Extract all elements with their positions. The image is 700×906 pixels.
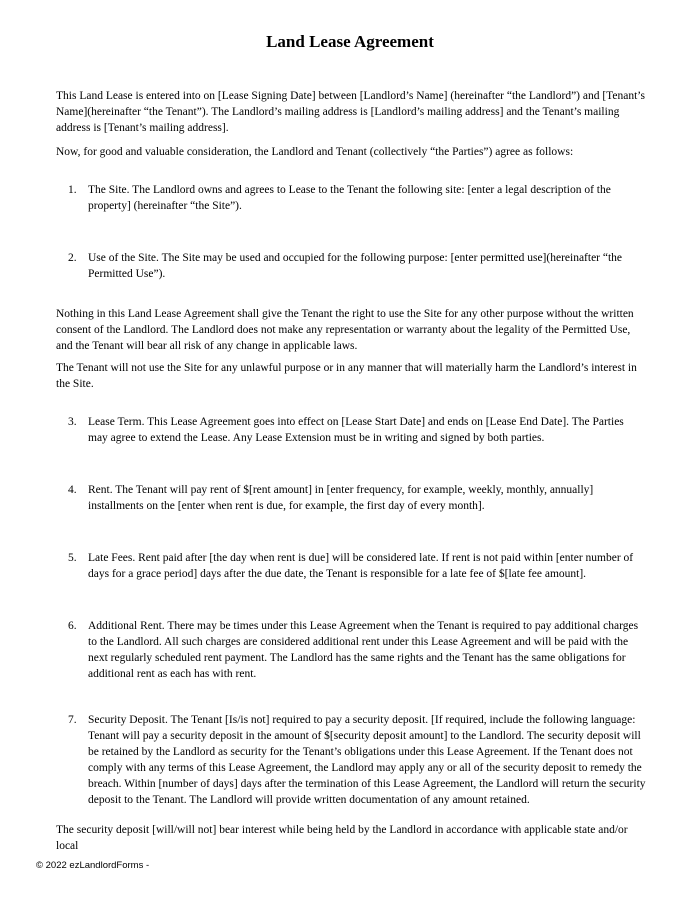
clause-rent (68, 482, 646, 514)
clause-number: 4. (68, 484, 77, 496)
clause-number: 5. (68, 552, 77, 564)
clause-number: 7. (68, 714, 77, 726)
clause-text: Late Fees. Rent paid after [the day when rent is due] will be considered late. If rent is not paid within [enter number of days for a grace period] days after the due date, the Tenant is responsible for a late fee of $[late fee amount]. (88, 552, 634, 580)
clause-late-fees (68, 550, 646, 582)
clause-security-deposit (68, 712, 646, 808)
agreement-paragraph: Now, for good and valuable consideration, the Landlord and Tenant (collectively “the Parties”) agree as follows: (56, 146, 574, 158)
clause-number: 1. (68, 184, 77, 196)
unlawful-use-paragraph: The Tenant will not use the Site for any unlawful purpose or in any manner that will materially harm the Landlord’s interest in the Site. (56, 362, 637, 390)
clause-additional-rent (68, 618, 646, 682)
clause-text: Additional Rent. There may be times under this Lease Agreement when the Tenant is required to pay additional charges to the Landlord. All such charges are considered additional rent under this Lease Agreement and will be paid with the next regularly scheduled rent payment. The Landlord has the same rights and the Tenant has the same obligations for additional rent as each has with rent. (88, 620, 639, 680)
clause-text: The Site. The Landlord owns and agrees to Lease to the Tenant the following site: [enter a legal description of the property] (hereinafter “the Site”). (88, 184, 611, 212)
clause-site (68, 182, 646, 214)
deposit-interest-paragraph: The security deposit [will/will not] bear interest while being held by the Landlord in accordance with applicable state and/or local (56, 824, 628, 852)
clause-text: Security Deposit. The Tenant [Is/is not] required to pay a security deposit. [If required, include the following language: Tenant will pay a security deposit in the amount of $[security deposit amount] to the Landlord. The security deposit will be retained by the Landlord as security for the Tenant’s obligations under this Lease Agreement. If the Tenant does not comply with any terms of this Lease Agreement, the Landlord may apply any or all of the security deposit to remedy the breach. Within [number of days] days after the termination of this Lease Agreement, the Landlord will return the security deposit to the Tenant. The Landlord will provide written documentation of any amount retained. (88, 714, 646, 806)
clause-number: 6. (68, 620, 77, 632)
clause-number: 2. (68, 252, 77, 264)
page-title: Land Lease Agreement (266, 32, 434, 51)
clause-text: Use of the Site. The Site may be used and occupied for the following purpose: [enter permitted use](hereinafter “the Permitted Use”). (88, 252, 623, 280)
intro-paragraph: This Land Lease is entered into on [Lease Signing Date] between [Landlord’s Name] (hereinafter “the Landlord”) and [Tenant’s Name](hereinafter “the Tenant”). The Landlord’s mailing address is [Landlord’s mailing address] and the Tenant’s mailing address is [Tenant’s mailing address]. (56, 90, 645, 134)
clause-lease-term (68, 414, 646, 446)
use-restriction-paragraph: Nothing in this Land Lease Agreement shall give the Tenant the right to use the Site for any other purpose without the written consent of the Landlord. The Landlord does not make any representation or warranty about the legality of the Permitted Use, and the Tenant will bear all risk of any change in applicable laws. (56, 308, 634, 352)
clause-text: Lease Term. This Lease Agreement goes into effect on [Lease Start Date] and ends on [Lease End Date]. The Parties may agree to extend the Lease. Any Lease Extension must be in writing and signed by both parties. (88, 416, 624, 444)
clause-use-of-site (68, 250, 646, 282)
clause-text: Rent. The Tenant will pay rent of $[rent amount] in [enter frequency, for example, weekly, monthly, annually] installments on the [enter when rent is due, for example, the first day of every month]. (88, 484, 594, 512)
copyright-footer: © 2022 ezLandlordForms - (36, 860, 150, 871)
clause-number: 3. (68, 416, 77, 428)
